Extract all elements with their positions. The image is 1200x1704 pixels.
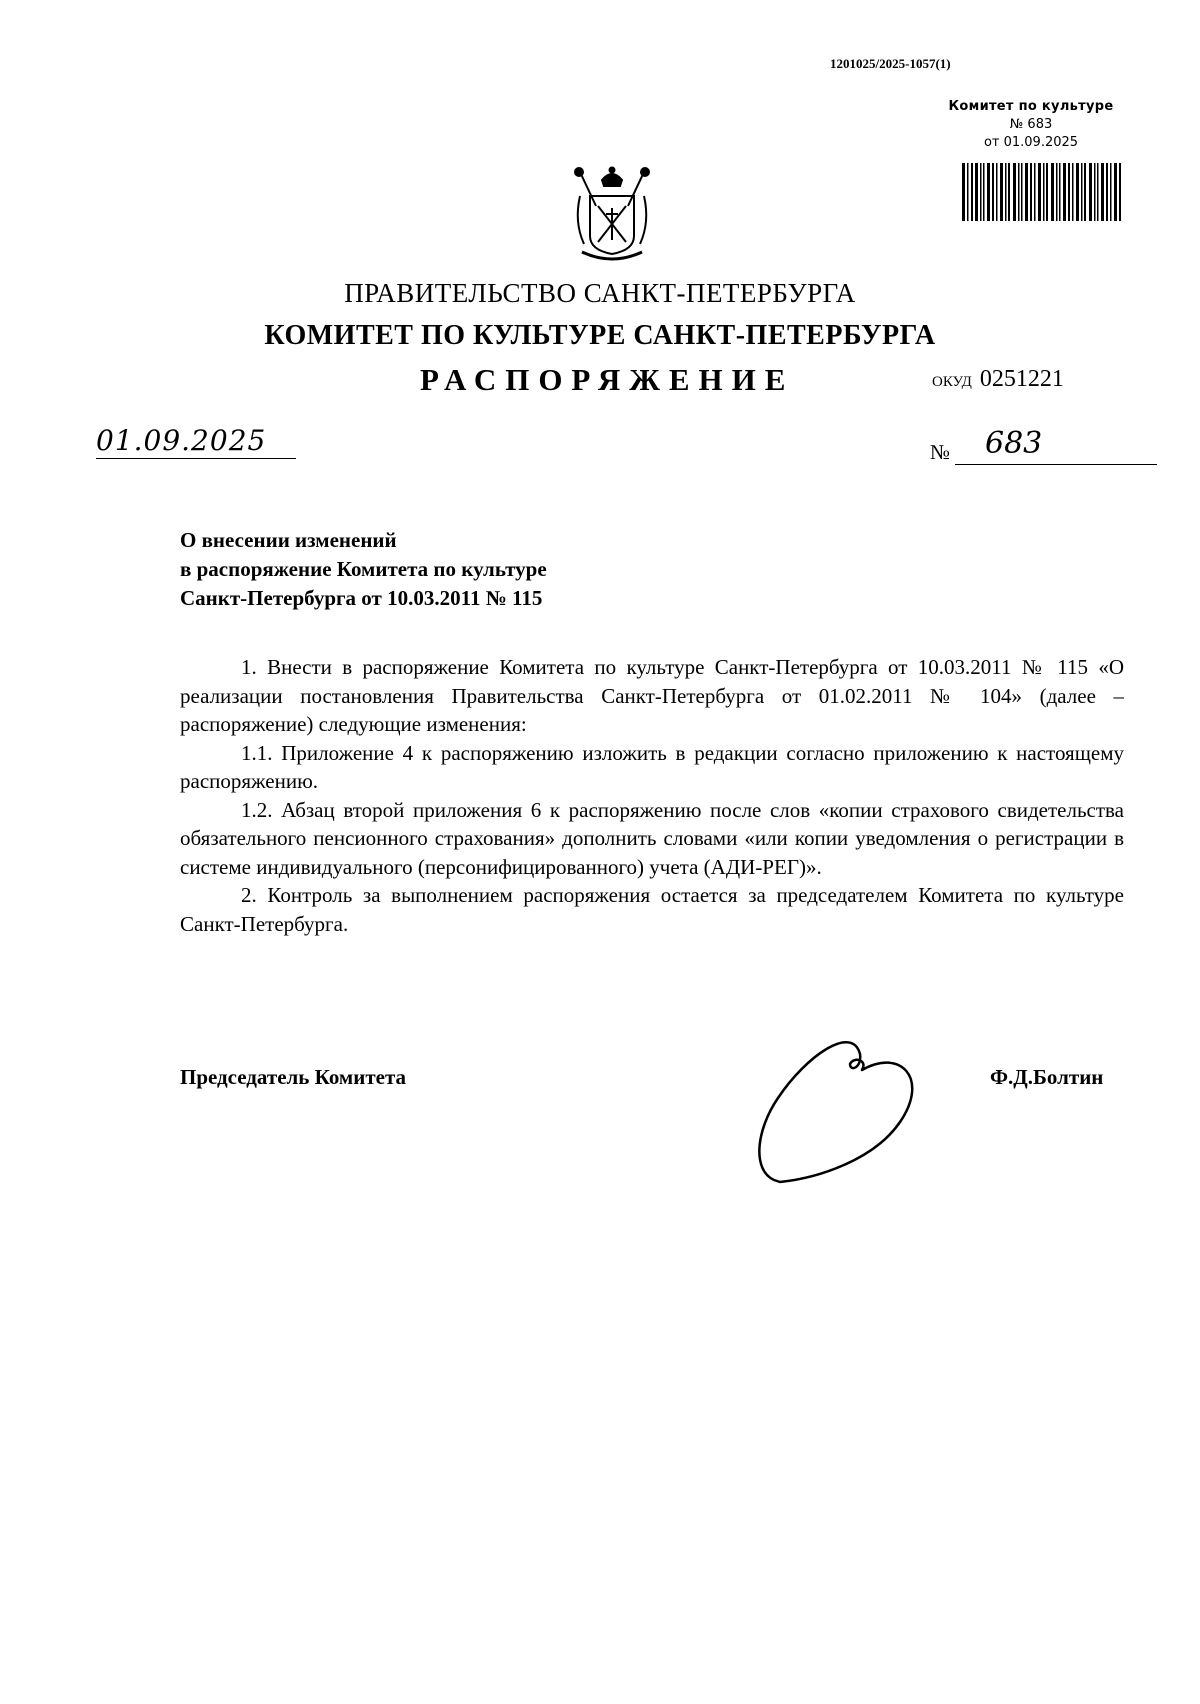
committee-title: КОМИТЕТ ПО КУЛЬТУРЕ САНКТ-ПЕТЕРБУРГА bbox=[264, 320, 936, 351]
coat-of-arms-icon bbox=[566, 166, 658, 268]
body-paragraph: 1.1. Приложение 4 к распоряжению изложить в редакции согласно приложению к настоящему распоряжению. bbox=[180, 740, 1124, 793]
registration-date: 01.09.2025 bbox=[96, 424, 267, 457]
signer-name: Ф.Д.Болтин bbox=[990, 1065, 1104, 1089]
stamp-org: Комитет по культуре bbox=[948, 99, 1114, 114]
stamp-number: № 683 bbox=[1009, 117, 1053, 132]
document-subject bbox=[180, 526, 547, 613]
body-paragraph: 2. Контроль за выполнением распоряжения остается за председателем Комитета по культуре Санкт-Петербурга. bbox=[180, 883, 1124, 936]
document-body bbox=[180, 653, 1124, 938]
signer-title: Председатель Комитета bbox=[180, 1065, 407, 1089]
body-paragraph: 1. Внести в распоряжение Комитета по культуре Санкт-Петербурга от 10.03.2011 № 115 «О реализации постановления Правительства Санкт-Петербурга от 01.02.2011 № 104» (далее – распоряжение) следующие изменения: bbox=[180, 655, 1124, 736]
okud-label: ОКУД bbox=[932, 374, 972, 390]
body-paragraph: 1.2. Абзац второй приложения 6 к распоряжению после слов «копии страхового свидетельства обязательного пенсионного страхования» дополнить словами «или копии уведомления о регистрации в системе индивидуального (персонифицированного) учета (АДИ-РЕГ)». bbox=[180, 797, 1124, 879]
subject-line: О внесении изменений bbox=[180, 528, 397, 552]
number-label: № bbox=[930, 440, 951, 464]
registration-number: 683 bbox=[985, 426, 1043, 461]
subject-line: в распоряжение Комитета по культуре bbox=[180, 557, 547, 581]
document-type-title: РАСПОРЯЖЕНИЕ bbox=[420, 362, 795, 397]
registration-stamp bbox=[940, 98, 1122, 152]
subject-line: Санкт-Петербурга от 10.03.2011 № 115 bbox=[180, 586, 543, 610]
okud-code bbox=[932, 366, 1064, 393]
okud-value: 0251221 bbox=[979, 366, 1064, 392]
number-underline bbox=[955, 464, 1157, 465]
stamp-date: от 01.09.2025 bbox=[983, 135, 1079, 150]
handwritten-signature bbox=[750, 1030, 950, 1190]
document-reference-number: 1201025/2025-1057(1) bbox=[830, 56, 951, 71]
date-underline bbox=[96, 458, 296, 459]
government-title: ПРАВИТЕЛЬСТВО САНКТ-ПЕТЕРБУРГА bbox=[344, 278, 856, 308]
barcode-icon bbox=[962, 163, 1122, 221]
